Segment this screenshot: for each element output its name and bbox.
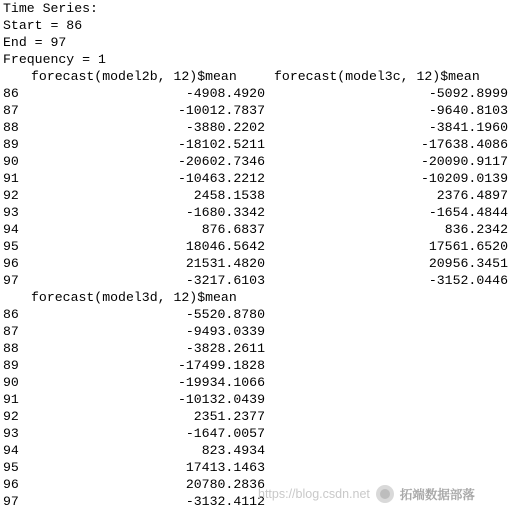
- cell-value: 2458.1538: [193, 188, 265, 203]
- watermark-url: https://blog.csdn.net: [258, 487, 370, 501]
- table-row: [3, 340, 511, 357]
- model2b-column-header: forecast(model2b, 12)$mean: [31, 69, 237, 84]
- cell-value: 20956.3451: [428, 256, 508, 271]
- table-row: [3, 391, 511, 408]
- series-start: Start = 86: [3, 18, 83, 33]
- table-row: [3, 221, 511, 238]
- cell-value: -10132.0439: [177, 392, 265, 407]
- model3c-column-header: forecast(model3c, 12)$mean: [274, 69, 480, 84]
- row-label: 89: [3, 137, 19, 152]
- cell-value: -1680.3342: [185, 205, 265, 220]
- cell-value: -3132.4112: [185, 494, 265, 509]
- model3d-column-header: forecast(model3d, 12)$mean: [31, 290, 237, 305]
- table-row: [3, 425, 511, 442]
- cell-value: 17561.6520: [428, 239, 508, 254]
- table-row: [3, 102, 511, 119]
- table-row: [3, 119, 511, 136]
- cell-value: 17413.1463: [185, 460, 265, 475]
- row-label: 86: [3, 86, 19, 101]
- cell-value: -5520.8780: [185, 307, 265, 322]
- cell-value: 823.4934: [201, 443, 265, 458]
- cell-value: -1647.0057: [185, 426, 265, 441]
- cell-value: -19934.1066: [177, 375, 265, 390]
- row-label: 96: [3, 477, 19, 492]
- table-row: [3, 85, 511, 102]
- table-row: [3, 170, 511, 187]
- cell-value: -18102.5211: [177, 137, 265, 152]
- cell-value: 876.6837: [201, 222, 265, 237]
- row-label: 94: [3, 222, 19, 237]
- table-row: [3, 374, 511, 391]
- console-output: [3, 0, 511, 510]
- table-row: [3, 187, 511, 204]
- row-label: 92: [3, 188, 19, 203]
- cell-value: -17638.4086: [420, 137, 508, 152]
- cell-value: 18046.5642: [185, 239, 265, 254]
- table-row: [3, 272, 511, 289]
- row-label: 94: [3, 443, 19, 458]
- cell-value: -9640.8103: [428, 103, 508, 118]
- row-label: 90: [3, 375, 19, 390]
- table-row: [3, 204, 511, 221]
- table-row: [3, 408, 511, 425]
- cell-value: 2351.2377: [193, 409, 265, 424]
- cell-value: -10209.0139: [420, 171, 508, 186]
- table-row: [3, 357, 511, 374]
- series-frequency: Frequency = 1: [3, 52, 106, 67]
- block2-header-row: [3, 289, 511, 306]
- cell-value: -10463.2212: [177, 171, 265, 186]
- row-label: 93: [3, 205, 19, 220]
- row-label: 91: [3, 392, 19, 407]
- row-label: 90: [3, 154, 19, 169]
- watermark: [258, 484, 508, 504]
- cell-value: -3841.1960: [428, 120, 508, 135]
- wechat-channel-icon: [376, 485, 394, 503]
- cell-value: -9493.0339: [185, 324, 265, 339]
- row-label: 86: [3, 307, 19, 322]
- cell-value: -3828.2611: [185, 341, 265, 356]
- table-row: [3, 323, 511, 340]
- row-label: 93: [3, 426, 19, 441]
- row-label: 92: [3, 409, 19, 424]
- cell-value: -3152.0446: [428, 273, 508, 288]
- cell-value: -20602.7346: [177, 154, 265, 169]
- row-label: 95: [3, 460, 19, 475]
- row-label: 87: [3, 324, 19, 339]
- row-label: 97: [3, 494, 19, 509]
- block1-header-row: [3, 68, 511, 85]
- series-title: Time Series:: [3, 1, 98, 16]
- cell-value: -20090.9117: [420, 154, 508, 169]
- cell-value: -3880.2202: [185, 120, 265, 135]
- cell-value: -4908.4920: [185, 86, 265, 101]
- block2-rows: [3, 306, 511, 510]
- table-row: [3, 442, 511, 459]
- series-end: End = 97: [3, 35, 67, 50]
- table-row: [3, 255, 511, 272]
- table-row: [3, 306, 511, 323]
- cell-value: -17499.1828: [177, 358, 265, 373]
- cell-value: 20780.2836: [185, 477, 265, 492]
- cell-value: 836.2342: [444, 222, 508, 237]
- cell-value: -1654.4844: [428, 205, 508, 220]
- table-row: [3, 459, 511, 476]
- cell-value: -3217.6103: [185, 273, 265, 288]
- row-label: 88: [3, 341, 19, 356]
- row-label: 91: [3, 171, 19, 186]
- row-label: 97: [3, 273, 19, 288]
- row-label: 89: [3, 358, 19, 373]
- row-label: 87: [3, 103, 19, 118]
- row-label: 88: [3, 120, 19, 135]
- table-row: [3, 136, 511, 153]
- row-label: 96: [3, 256, 19, 271]
- cell-value: -10012.7837: [177, 103, 265, 118]
- block1-rows: [3, 85, 511, 289]
- cell-value: 2376.4897: [436, 188, 508, 203]
- table-row: [3, 153, 511, 170]
- cell-value: -5092.8999: [428, 86, 508, 101]
- watermark-brand: 拓端数据部落: [399, 488, 475, 502]
- cell-value: 21531.4820: [185, 256, 265, 271]
- table-row: [3, 238, 511, 255]
- row-label: 95: [3, 239, 19, 254]
